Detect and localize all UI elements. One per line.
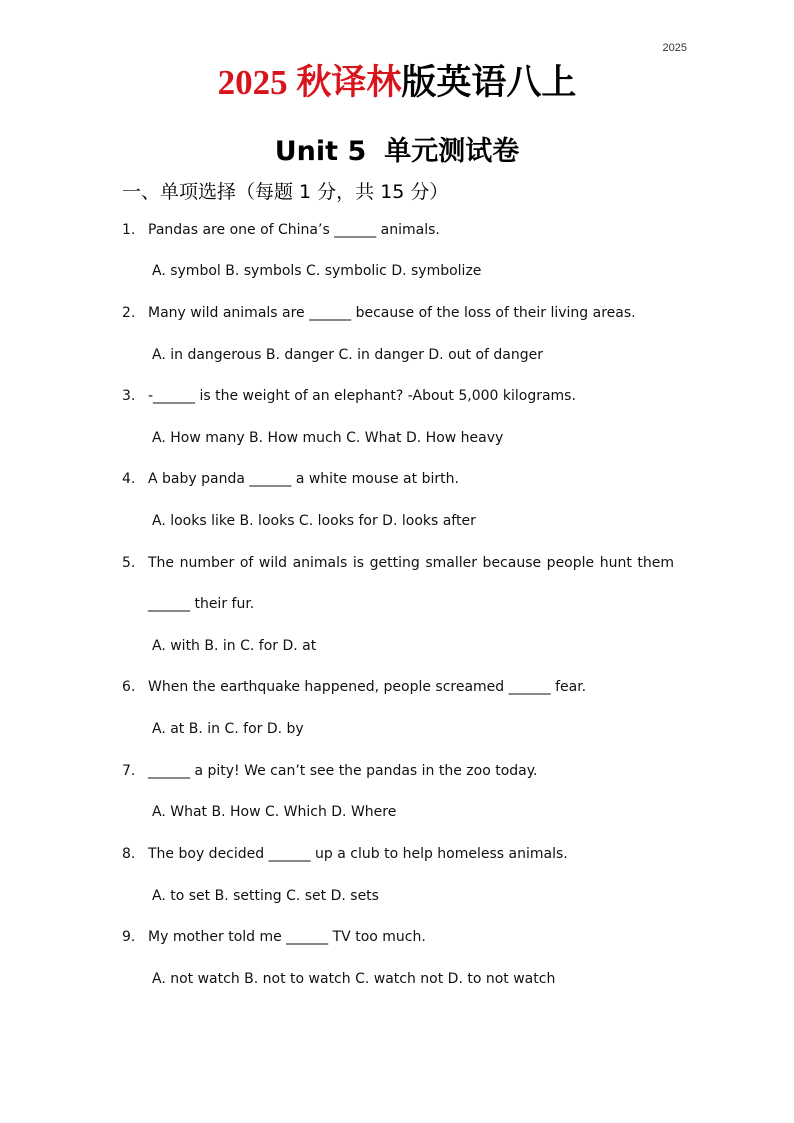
question-options: A. to set B. setting C. set D. sets — [152, 888, 379, 904]
question-stem — [122, 927, 426, 947]
question-options: A. in dangerous B. danger C. in danger D. out of danger — [152, 347, 543, 363]
question-options: A. with B. in C. for D. at — [152, 638, 317, 654]
question-stem — [122, 386, 576, 406]
question-options: A. What B. How C. Which D. Where — [152, 804, 397, 820]
question-text: When the earthquake happened, people screamed ______ fear. — [148, 679, 587, 695]
question-number: 3. — [122, 388, 136, 404]
question-options: A. at B. in C. for D. by — [152, 721, 304, 737]
question-number: 2. — [122, 305, 136, 321]
question-text: ______ a pity! We can’t see the pandas in the zoo today. — [148, 763, 538, 779]
question-text: Pandas are one of China’s ______ animals. — [148, 222, 440, 238]
question-stem — [122, 469, 459, 489]
question-stem — [122, 677, 586, 697]
section-heading: 一、单项选择（每题 1 分，共 15 分） — [122, 181, 449, 203]
question-stem — [122, 553, 674, 573]
title-red-part: 2025 秋译林 — [217, 63, 402, 102]
question-text: Many wild animals are ______ because of the loss of their living areas. — [148, 305, 636, 321]
question-text: The number of wild animals is getting smaller because people hunt them — [148, 555, 674, 571]
question-stem — [122, 761, 538, 781]
question-text: A baby panda ______ a white mouse at birth. — [148, 471, 459, 487]
corner-year: 2025 — [662, 42, 687, 54]
question-number: 8. — [122, 846, 136, 862]
question-text: -______ is the weight of an elephant? -About 5,000 kilograms. — [148, 388, 576, 404]
question-options: A. not watch B. not to watch C. watch not D. to not watch — [152, 971, 556, 987]
question-number: 5. — [122, 555, 136, 571]
question-text-continued: ______ their fur. — [148, 596, 255, 612]
question-stem — [122, 303, 636, 323]
question-number: 6. — [122, 679, 136, 695]
question-text: My mother told me ______ TV too much. — [148, 929, 426, 945]
question-options: A. How many B. How much C. What D. How heavy — [152, 430, 504, 446]
question-stem — [122, 844, 568, 864]
question-number: 4. — [122, 471, 136, 487]
subtitle-name: 单元测试卷 — [384, 136, 520, 167]
question-number: 1. — [122, 222, 136, 238]
subtitle-unit: Unit 5 — [274, 136, 367, 167]
question-stem — [122, 220, 440, 240]
title-black-part: 版英语八上 — [401, 63, 577, 102]
question-options: A. looks like B. looks C. looks for D. looks after — [152, 513, 476, 529]
question-number: 7. — [122, 763, 136, 779]
question-options: A. symbol B. symbols C. symbolic D. symbolize — [152, 263, 482, 279]
question-number: 9. — [122, 929, 136, 945]
document-subtitle — [0, 132, 794, 172]
document-title — [0, 60, 794, 106]
question-text: The boy decided ______ up a club to help homeless animals. — [148, 846, 568, 862]
